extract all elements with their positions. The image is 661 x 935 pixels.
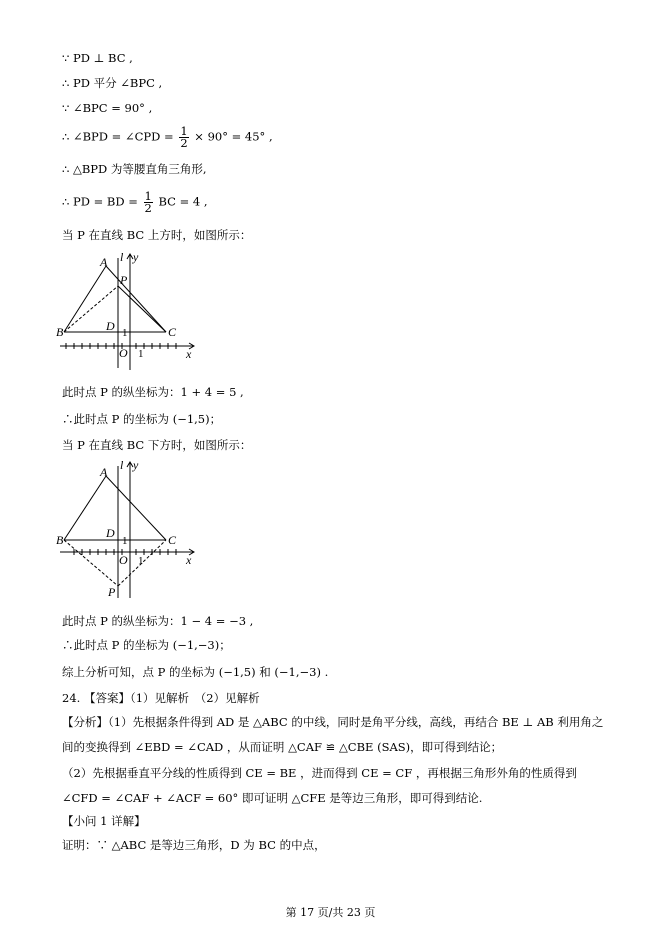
label-l-2: l bbox=[120, 458, 124, 472]
line-6-right: BC = 4 , bbox=[158, 194, 208, 209]
label-c-2: C bbox=[168, 533, 177, 547]
page-footer: 第 17 页/共 23 页 bbox=[285, 906, 376, 919]
line-3: ∵ ∠BPC = 90° , bbox=[62, 101, 153, 115]
side-ab-2 bbox=[64, 476, 106, 540]
label-y-2: y bbox=[133, 458, 139, 472]
fraction-half-2 bbox=[144, 191, 153, 214]
line-12: ∴此时点 P 的坐标为 (−1,−3)； bbox=[62, 638, 231, 652]
fraction-denominator-2: 2 bbox=[144, 201, 152, 215]
label-x-2: x bbox=[186, 553, 192, 567]
fraction-numerator: 1 bbox=[180, 124, 188, 138]
analysis-line-4: ∠CFD = ∠CAF + ∠ACF = 60° 即可证明 △CFE 是等边三角形，即可得到结论. bbox=[62, 791, 483, 805]
line-6-left: ∴ PD = BD = bbox=[62, 194, 138, 209]
line-9: ∴此时点 P 的坐标为 (−1,5)； bbox=[62, 412, 222, 426]
label-p-2: P bbox=[108, 585, 116, 599]
side-ac bbox=[106, 266, 166, 332]
label-one-y-2: 1 bbox=[122, 535, 128, 547]
label-d-2: D bbox=[106, 526, 115, 540]
figure-p-below bbox=[56, 458, 206, 603]
line-10: 当 P 在直线 BC 下方时，如图所示： bbox=[62, 438, 252, 452]
answer-24: 24. 【答案】（1）见解析 （2）见解析 bbox=[62, 691, 260, 705]
fraction-half bbox=[179, 126, 188, 149]
side-ac-2 bbox=[106, 476, 166, 540]
subquestion-heading: 【小问 1 详解】 bbox=[62, 814, 146, 828]
label-a-2: A bbox=[100, 465, 108, 479]
line-6 bbox=[62, 191, 208, 214]
label-one-x: 1 bbox=[138, 348, 144, 360]
line-4 bbox=[62, 126, 273, 149]
segment-bp-2 bbox=[64, 540, 118, 586]
line-4-left: ∴ ∠BPD = ∠CPD = bbox=[62, 129, 174, 144]
label-one-y: 1 bbox=[122, 327, 128, 339]
label-l: l bbox=[120, 250, 124, 264]
line-11: 此时点 P 的纵坐标为：1 − 4 = −3 , bbox=[62, 614, 254, 628]
label-b: B bbox=[56, 325, 64, 339]
label-o: O bbox=[119, 346, 128, 360]
line-5: ∴ △BPD 为等腰直角三角形, bbox=[62, 162, 207, 176]
label-x: x bbox=[186, 347, 192, 361]
label-c: C bbox=[168, 325, 177, 339]
label-o-2: O bbox=[119, 553, 128, 567]
label-d: D bbox=[106, 319, 115, 333]
line-2: ∴ PD 平分 ∠BPC , bbox=[62, 76, 163, 90]
label-b-2: B bbox=[56, 533, 64, 547]
fraction-numerator-2: 1 bbox=[144, 189, 152, 203]
line-8: 此时点 P 的纵坐标为：1 + 4 = 5 , bbox=[62, 385, 244, 399]
line-13: 综上分析可知，点 P 的坐标为 (−1,5) 和 (−1,−3) . bbox=[62, 665, 329, 679]
fraction-denominator: 2 bbox=[180, 136, 188, 150]
analysis-line-2: 间的变换得到 ∠EBD = ∠CAD ，从而证明 △CAF ≌ △CBE (SAS)，即可得到结论； bbox=[62, 740, 503, 754]
label-one-x-2: 1 bbox=[138, 555, 144, 567]
line-7: 当 P 在直线 BC 上方时，如图所示： bbox=[62, 228, 252, 242]
line-1: ∵ PD ⊥ BC , bbox=[62, 51, 133, 65]
analysis-line-1: 【分析】（1）先根据条件得到 AD 是 △ABC 的中线，同时是角平分线，高线，再结合 BE ⊥ AB 利用角之 bbox=[62, 715, 604, 729]
line-4-right: × 90° = 45° , bbox=[194, 129, 273, 144]
label-p: P bbox=[120, 273, 128, 287]
proof-start: 证明：∵ △ABC 是等边三角形，D 为 BC 的中点， bbox=[62, 838, 326, 852]
label-a: A bbox=[100, 255, 108, 269]
segment-pc bbox=[118, 286, 166, 332]
analysis-line-3: （2）先根据垂直平分线的性质得到 CE = BE ，进而得到 CE = CF ，再根据三角形外角的性质得到 bbox=[62, 766, 577, 780]
figure-p-above bbox=[56, 250, 206, 375]
label-y: y bbox=[133, 250, 139, 264]
side-ab bbox=[64, 266, 106, 332]
